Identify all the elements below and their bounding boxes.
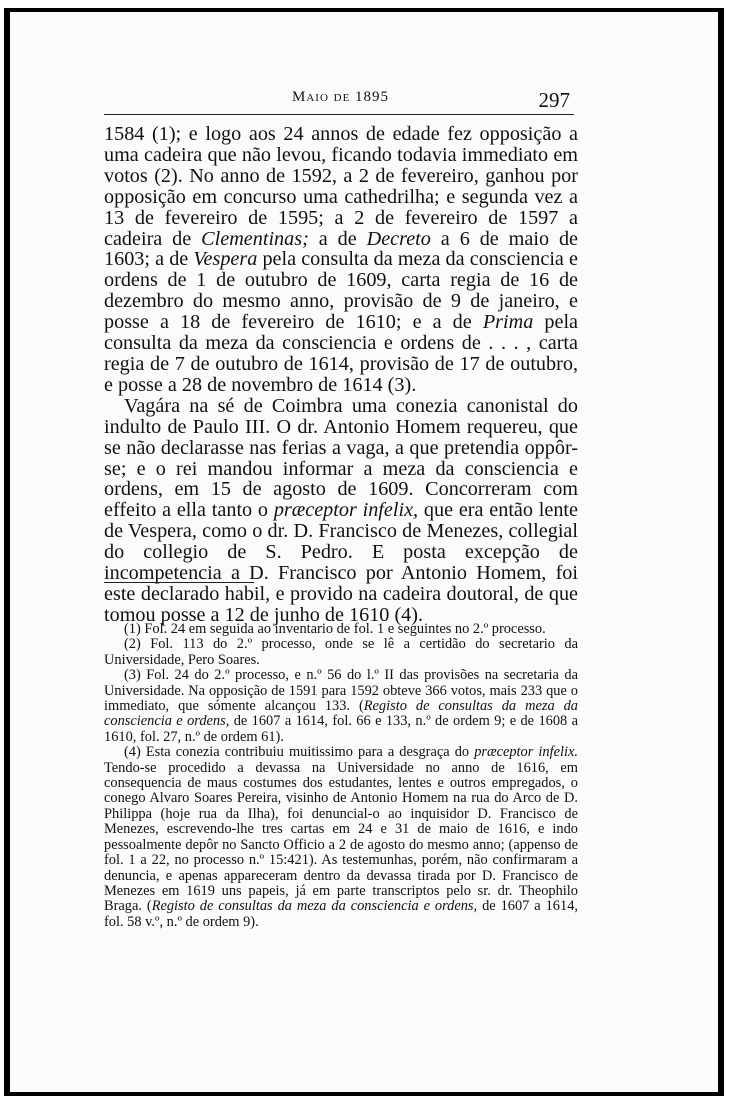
italic-text-segment: Prima [482,311,534,334]
text-segment: (4) Esta conezia contribuiu muitissimo para a desgraça do [124,744,475,761]
running-title: Maio de 1895 [292,89,390,105]
running-header [104,88,574,115]
text-segment: Vagára na sé de Coimbra uma conezia canonistal do indulto de Paulo III. O dr. Antonio Homem requereu, que se não declarasse nas ferias a vaga, a que pretendia oppôr-se; e o rei mandou informar a meza da consciencia e ordens, em 15 de agosto de 1609. Concorreram com effeito a ella tanto o [104,394,578,522]
footnote-2 [104,637,578,668]
text-segment: (2) Fol. 113 do 2.º processo, onde se lê a certidão do secretario da Universidade, Pero Soares. [104,636,578,668]
body-paragraph [104,396,578,626]
italic-text-segment: Registo de consultas da meza da consciencia e ordens, [151,898,478,915]
text-segment: pela consulta da meza da consciencia e ordens de . . . , carta regia de 7 de outubro de 1614, provisão de 17 de outubro, e posse a 28 de novembro de 1614 (3). [104,311,579,396]
text-segment: a 6 de maio de 1603; a de [104,227,579,271]
footnote-3 [104,668,578,745]
text-segment: Tendo-se procedido a devassa na Universidade no anno de 1616, em consequencia de maus costumes dos estudantes, lentes e outros empregados, o conego Alvaro Soares Pereira, visinho de Antonio Homem na rua do Arco de D. Philippa (hoje rua da Ilha), foi denuncial-o ao inquisidor D. Francisco de Menezes, escrevendo-lhe tres cartas em 24 e 31 de maio de 1616, e indo pessoalmente depôr no Sancto Officio a 2 de agosto do mesmo anno; (appenso de fol. 1 a 22, no processo n.º 15:421). As testemunhas, porém, não confirmaram a denuncia, e apenas appareceram dentro da devassa tirada por D. Francisco de Menezes em 1619 uns papeis, já em parte transcriptos pelo sr. dr. Theophilo Braga. ( [104,759,578,915]
text-segment: (1) Fol. 24 em seguida ao inventario de fol. 1 e seguintes no 2.º processo. [124,621,546,637]
text-segment: 1584 (1); e logo aos 24 annos de edade fez opposição a uma cadeira que não levou, ficando todavia immediato em votos (2). No anno de 1592, a 2 de fevereiro, ganhou por opposição em concurso uma cathedrilha; e segunda vez a 13 de fevereiro de 1595; a 2 de fevereiro de 1597 a cadeira de [104,123,578,250]
footnotes [104,622,578,930]
italic-text-segment: Registo de consultas da meza da consciencia e ordens, [104,698,578,730]
italic-text-segment: præceptor infelix. [474,744,578,761]
italic-text-segment: Decreto [366,227,431,250]
italic-text-segment: Vespera [193,248,258,271]
main-text [104,124,578,626]
footnote-1 [104,622,578,637]
text-segment: de 1607 a 1614, fol. 66 e 133, n.º de ordem 9; e de 1608 a 1610, fol. 27, n.º de ordem 61). [104,713,578,745]
page-number: 297 [538,88,570,112]
text-segment: de 1607 a 1614, fol. 58 v.º, n.º de ordem 9). [104,898,578,930]
text-segment: a de [308,227,367,250]
text-segment: (3) Fol. 24 do 2.º processo, e n.º 56 do l.º II das provisões na secretaria da Universidade. Na opposição de 1591 para 1592 obteve 366 votos, mais 233 que o immediato, que sómente alcançou 133. ( [104,667,578,715]
footnote-separator-rule [104,582,254,583]
footnote-4 [104,745,578,930]
text-segment: que era então lente de Vespera, como o dr. D. Francisco de Menezes, collegial do collegio de S. Pedro. E posta excepção de incompetencia a D. Francisco por Antonio Homem, foi este declarado habil, e provido na cadeira doutoral, de que tomou posse a 12 de junho de 1610 (4). [104,499,579,626]
text-segment: pela consulta da meza da consciencia e ordens de 1 de outubro de 1609, carta regia de 16 de dezembro do mesmo anno, provisão de 9 de janeiro, e posse a 18 de fevereiro de 1610; e a de [104,248,578,334]
italic-text-segment: præceptor infelix, [273,499,419,522]
italic-text-segment: Clementinas; [201,227,309,250]
body-paragraph [104,124,578,396]
